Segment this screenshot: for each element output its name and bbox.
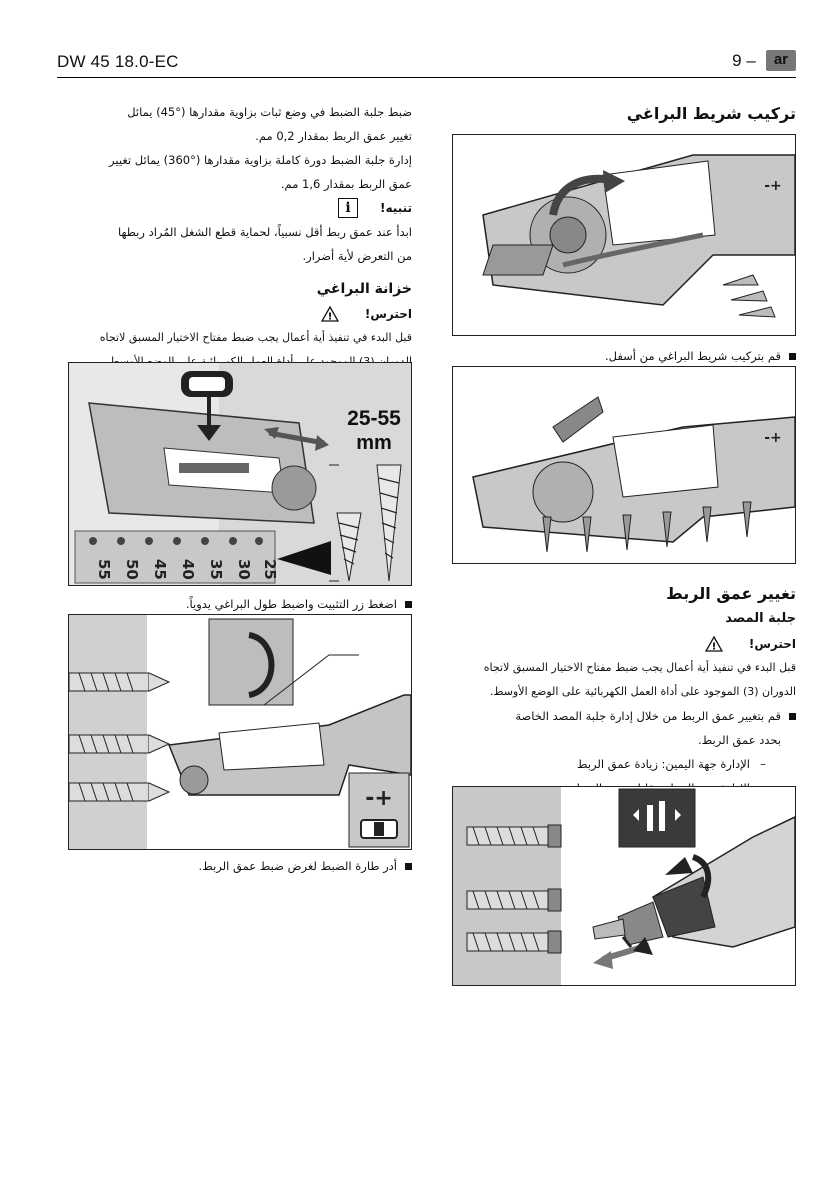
note-title: تنبيه! bbox=[380, 201, 412, 215]
bullet-icon bbox=[405, 863, 412, 870]
text-line: تغيير عمق الربط بمقدار 0,2 مم. bbox=[255, 129, 412, 143]
text-line: بحدد عمق الربط. bbox=[697, 733, 781, 747]
figure-install-strip-bottom bbox=[452, 366, 796, 564]
svg-text:!: ! bbox=[711, 641, 717, 652]
svg-text:!: ! bbox=[327, 311, 333, 322]
text-line: إدارة جلبة الضبط دورة كاملة بزاوية مقدارها (°360) يمائل تغيير bbox=[109, 153, 412, 167]
bullet-icon bbox=[789, 713, 796, 720]
text-line: عمق الربط بمقدار 1,6 مم. bbox=[280, 177, 412, 191]
subsection-title-stop-sleeve: جلبة المصد bbox=[725, 611, 796, 626]
section-change-depth bbox=[452, 582, 796, 800]
text-line: الدوران (3) الموجود على أداة العمل الكهربائية على الوضع الأوسط. bbox=[489, 685, 796, 698]
scale-value: 50 bbox=[123, 559, 141, 580]
instruction-turn-ring bbox=[68, 854, 412, 878]
figure-stop-sleeve bbox=[452, 786, 796, 986]
note-heading bbox=[68, 196, 412, 220]
left-column bbox=[68, 100, 412, 375]
warning-title: احترس! bbox=[364, 307, 412, 321]
header-divider bbox=[57, 77, 796, 78]
instruction-install-from-below bbox=[452, 344, 796, 368]
scale-value: 30 bbox=[235, 559, 253, 580]
scale-value: 45 bbox=[151, 559, 169, 580]
bullet-text bbox=[515, 704, 781, 752]
warning-title: احترس! bbox=[748, 637, 796, 651]
document-model: DW 45 18.0-EC bbox=[57, 52, 179, 71]
section-title-screw-magazine: خزانة البراغي bbox=[316, 281, 412, 297]
scale-value: 35 bbox=[207, 559, 225, 580]
scale-value: 25 bbox=[261, 559, 279, 580]
instruction-change-depth bbox=[452, 704, 796, 752]
section-title-install-strip: تركيب شريط البراغي bbox=[626, 104, 796, 123]
list-item-text: الإدارة جهة اليمين: زيادة عمق الربط bbox=[576, 757, 750, 771]
svg-text:-+: -+ bbox=[764, 178, 782, 194]
paragraph-45deg bbox=[68, 100, 412, 148]
figure-adjust-depth-ring bbox=[68, 614, 412, 850]
section-title-change-depth: تغيير عمق الربط bbox=[666, 584, 796, 603]
paragraph-360deg bbox=[68, 148, 412, 196]
warning-icon bbox=[705, 636, 723, 652]
text-line: قبل البدء في تنفيذ أية أعمال يجب ضبط مفتاح الاختيار المسبق لاتجاه bbox=[483, 661, 796, 674]
svg-text:-+: -+ bbox=[365, 786, 393, 811]
page-number: 9 – bbox=[732, 50, 756, 70]
instruction-press-button bbox=[68, 592, 412, 616]
figure-install-strip-top bbox=[452, 134, 796, 336]
scale-value: 55 bbox=[95, 559, 113, 580]
bullet-text: أدر طارة الضبط لغرض ضبط عمق الربط. bbox=[198, 859, 397, 873]
bullet-text: اضغط زر التثبيت واضبط طول البراغي يدوياً. bbox=[185, 597, 397, 611]
text-line: قم بتغيير عمق الربط من خلال إدارة جلبة المصد الخاصة bbox=[515, 709, 781, 723]
text-line: ضبط جلبة الضبط في وضع ثبات بزاوية مقدارها (°45) يمائل bbox=[127, 105, 412, 119]
figure-screw-length bbox=[68, 362, 412, 586]
bullet-icon bbox=[405, 601, 412, 608]
warning-heading bbox=[452, 632, 796, 656]
bullet-icon bbox=[789, 353, 796, 360]
text-line: ابدأ عند عمق ربط أقل نسبياً، لحماية قطع الشغل المُراد ربطها bbox=[117, 225, 412, 239]
warning-icon bbox=[321, 306, 339, 322]
warning-heading bbox=[68, 302, 412, 326]
section-install-strip bbox=[452, 104, 796, 123]
screw-range-label: 25-55 bbox=[347, 407, 401, 430]
language-badge: ar bbox=[766, 50, 796, 71]
text-line: قبل البدء في تنفيذ أية أعمال يجب ضبط مفتاح الاختيار المسبق لاتجاه bbox=[99, 331, 412, 344]
page-indicator bbox=[732, 50, 796, 71]
list-item: – الإدارة جهة اليمين: زيادة عمق الربط bbox=[452, 752, 796, 776]
screw-range-unit: mm bbox=[356, 432, 392, 454]
bullet-text: قم بتركيب شريط البراغي من أسفل. bbox=[604, 349, 781, 363]
info-icon: i bbox=[338, 198, 358, 218]
svg-text:-+: -+ bbox=[764, 430, 782, 446]
warning-text bbox=[452, 656, 796, 704]
note-text bbox=[68, 220, 412, 268]
scale-value: 40 bbox=[179, 559, 197, 580]
text-line: من التعرض لأية أضرار. bbox=[302, 249, 412, 263]
